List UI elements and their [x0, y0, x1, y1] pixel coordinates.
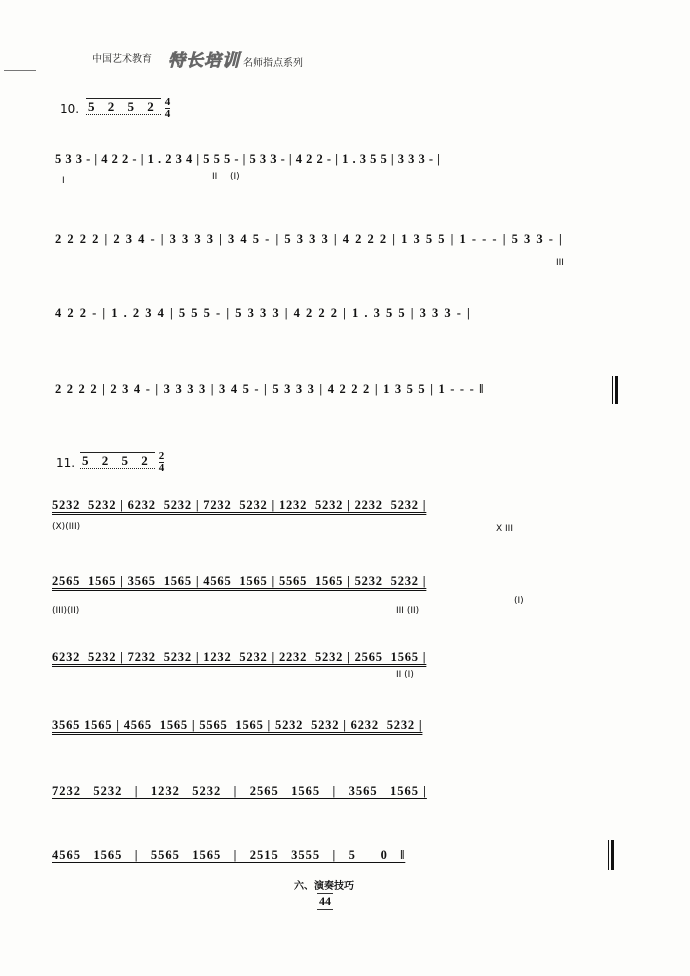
- position-mark: (I): [230, 172, 240, 182]
- position-mark: X III: [496, 524, 513, 534]
- brand-logo: 特长培训: [168, 51, 240, 71]
- position-mark: II (I): [396, 670, 414, 680]
- exercise-10-number: 10.: [60, 102, 80, 116]
- exercise-10-line-3: 4 2 2 - | 1 . 2 3 4 | 5 5 5 - | 5 3 3 3 | 4 2 2 2 | 1 . 3 5 5 | 3 3 3 - |: [55, 306, 472, 320]
- position-mark: I: [62, 176, 65, 186]
- corner-dash: [4, 70, 36, 71]
- final-barline: [612, 376, 618, 404]
- exercise-10-line-2: 2 2 2 2 | 2 3 4 - | 3 3 3 3 | 3 4 5 - | 5 3 3 3 | 4 2 2 2 | 1 3 5 5 | 1 - - - | 5 3 3 - |: [55, 232, 564, 246]
- page-number: 44: [319, 894, 331, 908]
- exercise-10-time-signature: [165, 97, 171, 120]
- exercise-11-line-3: 6232 5232 | 7232 5232 | 1232 5232 | 2232 5232 | 2565 1565 |: [52, 650, 427, 664]
- time-sig-bottom: 4: [158, 462, 165, 474]
- series-title: 名师指点系列: [243, 58, 303, 69]
- time-sig-bottom: 4: [164, 108, 171, 120]
- exercise-10-line-4: 2 2 2 2 | 2 3 4 - | 3 3 3 3 | 3 4 5 - | 5 3 3 3 | 4 2 2 2 | 1 3 5 5 | 1 - - - ‖: [55, 382, 485, 396]
- section-title: 六、演奏技巧: [294, 881, 354, 892]
- exercise-11-intro-notes: 5 2 5 2: [82, 453, 153, 469]
- final-barline: [608, 840, 614, 870]
- exercise-10-intro: [86, 97, 170, 120]
- exercise-11-line-2: 2565 1565 | 3565 1565 | 4565 1565 | 5565 1565 | 5232 5232 |: [52, 574, 427, 588]
- exercise-11-time-signature: [159, 451, 165, 474]
- position-mark: (I): [514, 596, 524, 606]
- position-mark: (X)(III): [52, 522, 81, 532]
- position-mark: III (II): [396, 606, 420, 616]
- exercise-10-intro-notes: 5 2 5 2: [88, 99, 159, 115]
- exercise-11-intro: [80, 451, 164, 474]
- exercise-11-line-6: 4565 1565 | 5565 1565 | 2515 3555 | 5 0 ‖: [52, 848, 406, 862]
- position-mark: III: [556, 258, 564, 268]
- time-sig-top: 2: [158, 450, 165, 462]
- exercise-11-line-5: 7232 5232 | 1232 5232 | 2565 1565 | 3565 1565 |: [52, 784, 427, 798]
- publisher-name: 中国艺术教育: [92, 54, 152, 65]
- exercise-10-line-1: 5 3 3 - | 4 2 2 - | 1 . 2 3 4 | 5 5 5 - | 5 3 3 - | 4 2 2 - | 1 . 3 5 5 | 3 3 3 - |: [55, 152, 441, 166]
- exercise-11-line-4: 3565 1565 | 4565 1565 | 5565 1565 | 5232 5232 | 6232 5232 |: [52, 718, 423, 732]
- time-sig-top: 4: [164, 96, 171, 108]
- position-mark: II: [212, 172, 218, 182]
- exercise-11-line-1: 5232 5232 | 6232 5232 | 7232 5232 | 1232 5232 | 2232 5232 |: [52, 498, 427, 512]
- position-mark: (III)(II): [52, 606, 80, 616]
- exercise-11-number: 11.: [56, 456, 76, 470]
